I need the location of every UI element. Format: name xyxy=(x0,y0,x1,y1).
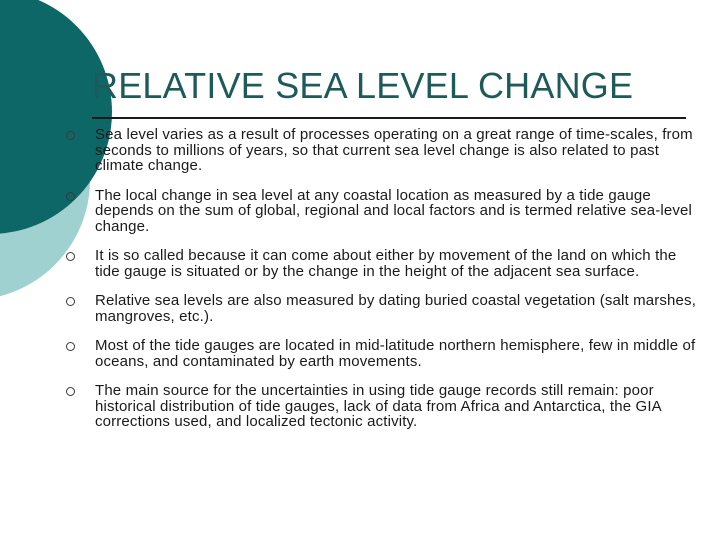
bullet-item xyxy=(64,127,704,174)
slide-title: RELATIVE SEA LEVEL CHANGE xyxy=(92,65,634,106)
bullet-text: The local change in sea level at any coastal location as measured by a tide gauge depends on the sum of global, regional and local factors and is termed relative sea-level change. xyxy=(95,186,693,235)
bullet-item xyxy=(64,338,704,369)
bullet-text: Most of the tide gauges are located in mid-latitude northern hemisphere, few in middle of oceans, and contaminated by earth movements. xyxy=(95,337,696,370)
title-underline xyxy=(92,117,686,119)
bullet-item xyxy=(64,383,704,430)
bullet-text: It is so called because it can come about either by movement of the land on which the tide gauge is situated or by the change in the height of the adjacent sea surface. xyxy=(95,247,677,280)
bullet-item xyxy=(64,188,704,235)
bullet-item xyxy=(64,293,704,324)
bullet-circle-icon xyxy=(66,342,75,351)
bullet-list xyxy=(64,127,704,444)
bullet-text: Sea level varies as a result of processes operating on a great range of time-scales, from seconds to millions of years, so that current sea level change is also related to past climate change. xyxy=(95,126,693,174)
bullet-item xyxy=(64,248,704,279)
bullet-circle-icon xyxy=(66,131,75,140)
bullet-text: The main source for the uncertainties in using tide gauge records still remain: poor historical distribution of tide gauges, lack of data from Africa and Antarctica, the GIA corrections used, and localized tectonic activity. xyxy=(95,382,661,430)
bullet-text: Relative sea levels are also measured by dating buried coastal vegetation (salt marshes, mangroves, etc.). xyxy=(95,292,697,325)
bullet-circle-icon xyxy=(66,387,75,396)
bullet-circle-icon xyxy=(66,192,75,201)
bullet-circle-icon xyxy=(66,252,75,261)
bullet-circle-icon xyxy=(66,297,75,306)
